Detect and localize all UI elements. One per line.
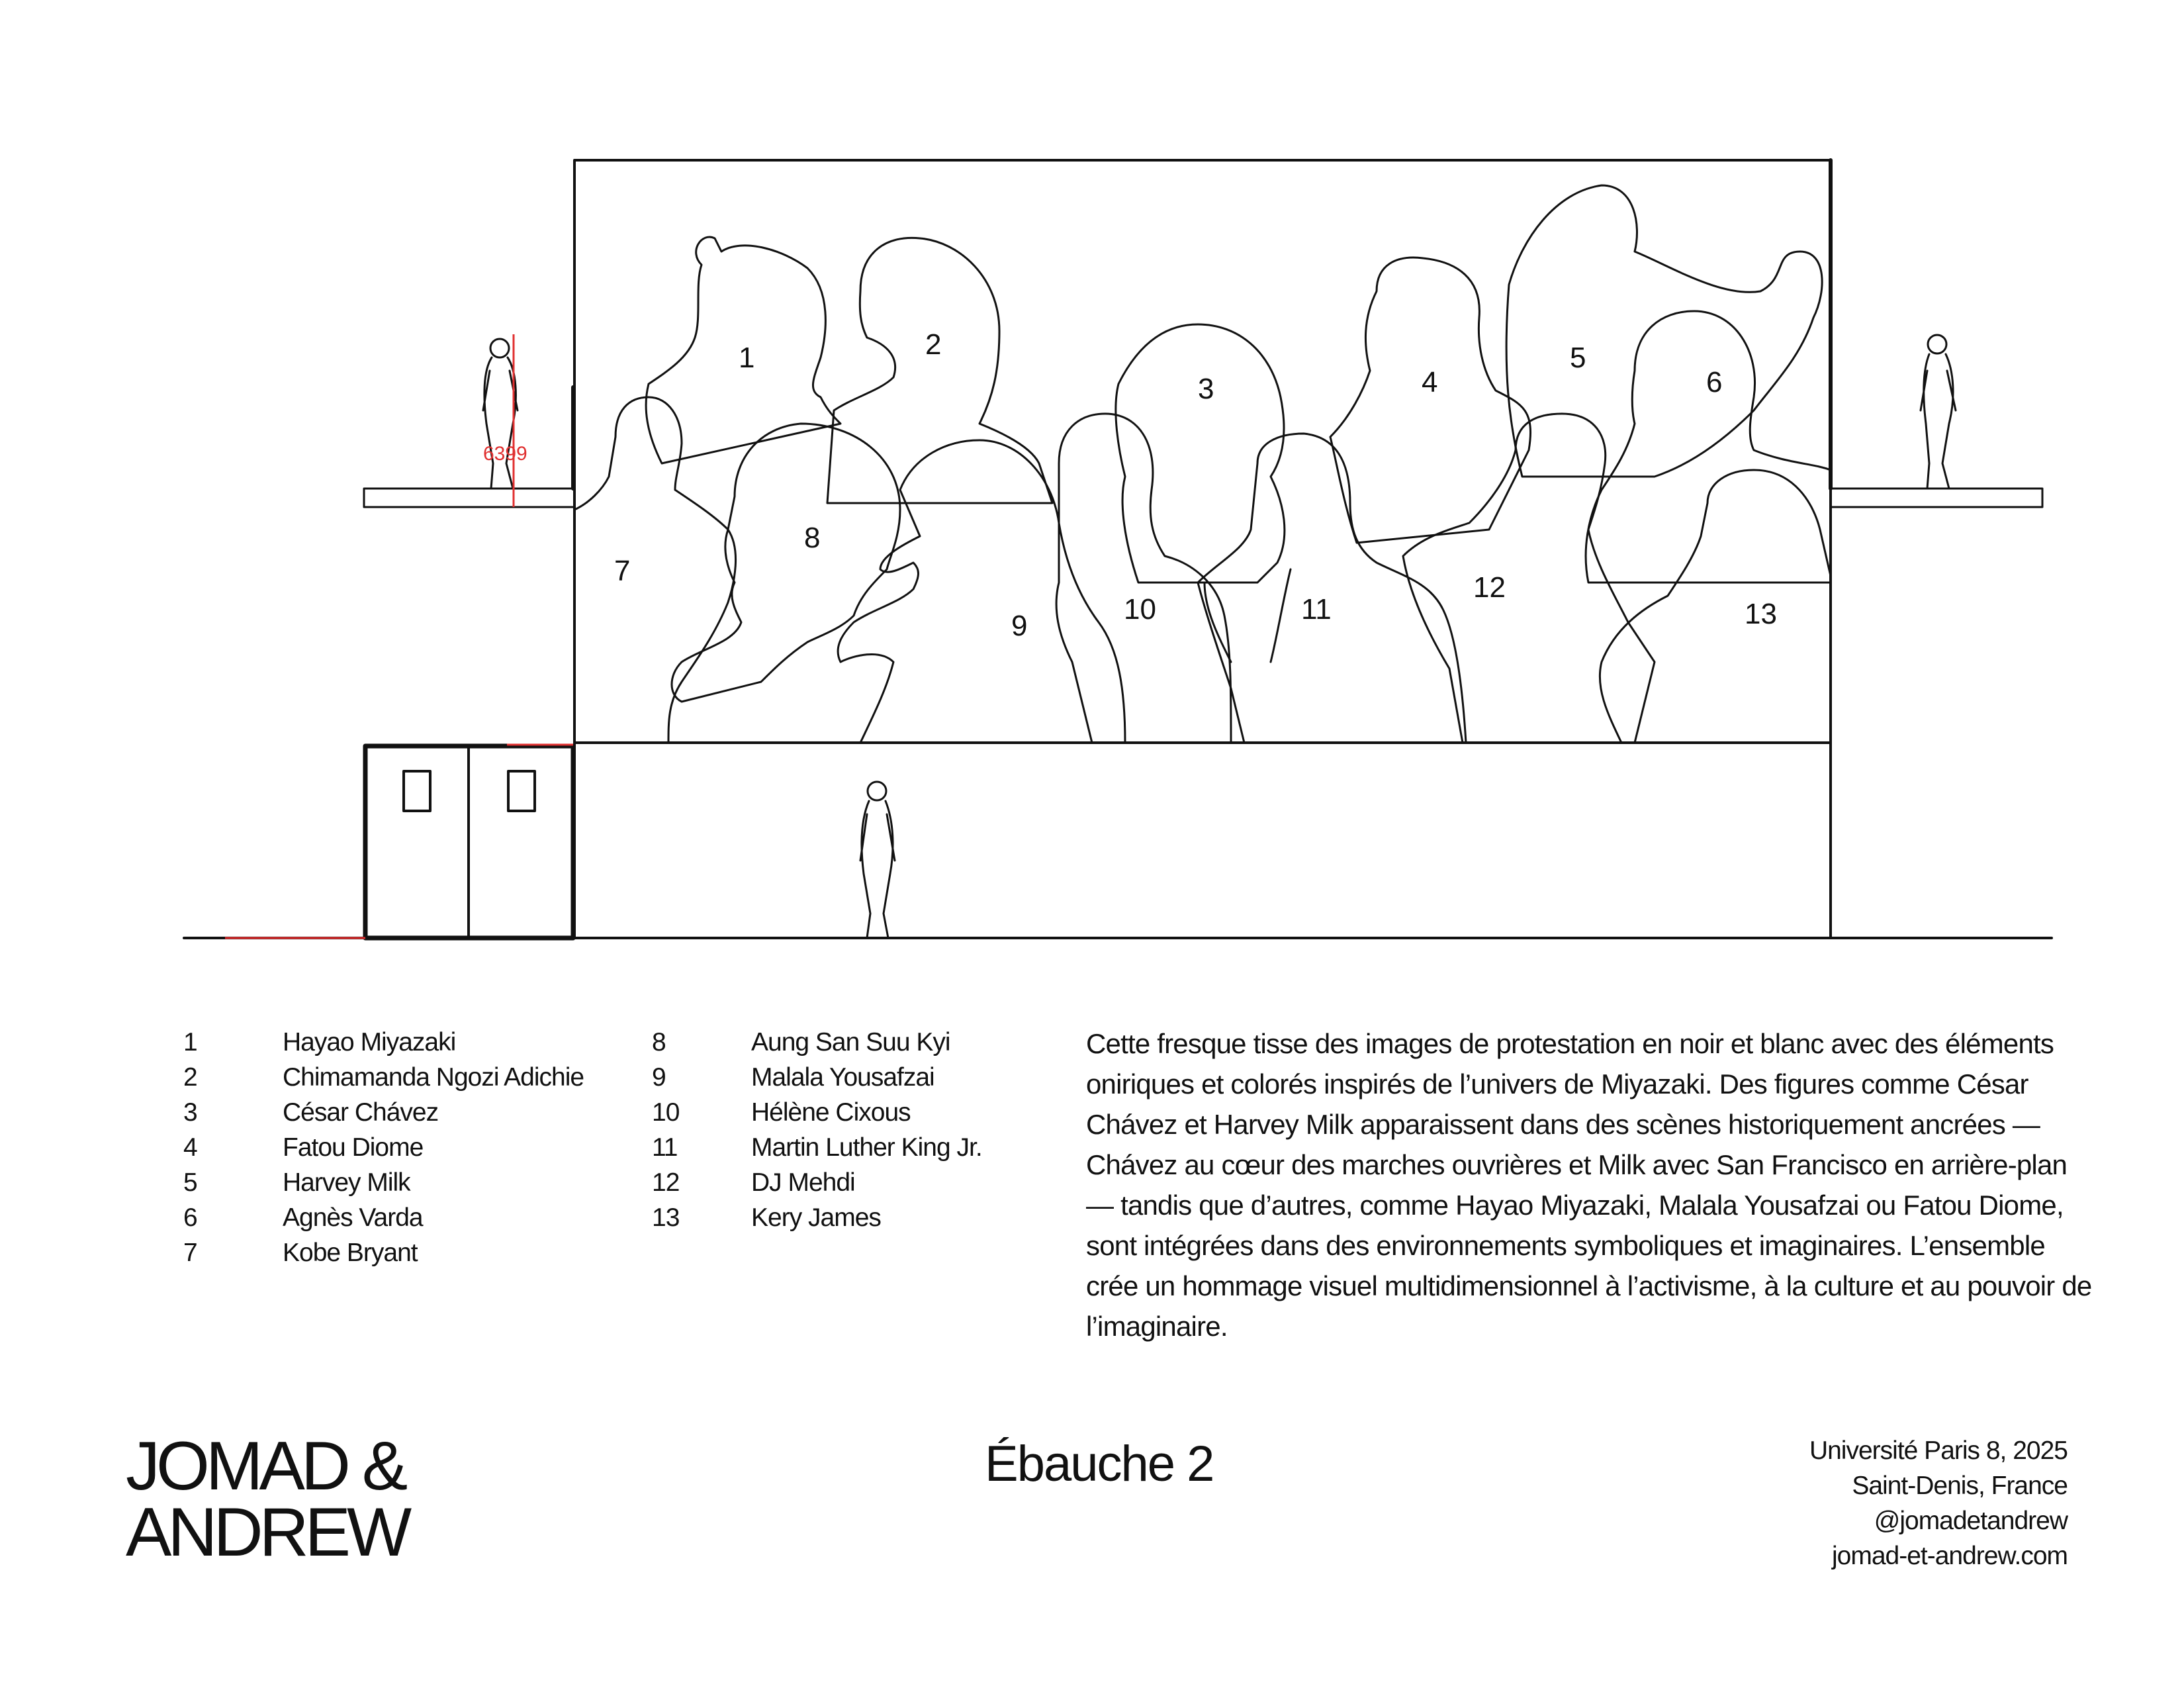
legend-column-right [652,1025,982,1235]
legend-number: 9 [652,1063,666,1092]
brand-line-2: ANDREW [126,1494,408,1571]
silhouette-9 [838,440,1125,743]
dimension-label: 6399 [483,443,527,465]
figure-number-7: 7 [614,555,631,587]
legend-number: 10 [652,1098,680,1127]
right-balcony [1831,489,2042,507]
figure-number-5: 5 [1570,342,1586,374]
silhouette-11 [1198,434,1466,743]
legend-name: DJ Mehdi [751,1168,855,1197]
silhouette-2 [827,238,1052,503]
legend-item [183,1025,584,1060]
silhouette-4 [1330,258,1531,543]
credit-location: Saint-Denis, France [1852,1472,2068,1500]
legend-name: Fatou Diome [283,1133,424,1162]
figure-number-8: 8 [804,522,821,554]
figure-number-11: 11 [1301,593,1332,626]
figure-number-12: 12 [1473,571,1506,604]
legend-item [652,1025,982,1060]
legend-number: 12 [652,1168,680,1197]
legend-number: 13 [652,1203,680,1232]
legend-name: Malala Yousafzai [751,1063,934,1092]
figure-number-10: 10 [1124,593,1156,626]
left-balcony [364,489,574,507]
legend-column-left [183,1025,584,1270]
figure-number-2: 2 [925,328,942,361]
legend-name: Agnès Varda [283,1203,423,1232]
legend-number: 8 [652,1028,666,1056]
legend-number: 6 [183,1203,197,1232]
person-silhouette-right [1921,335,1956,489]
legend-number: 5 [183,1168,197,1197]
legend-name: César Chávez [283,1098,439,1127]
legend-name: Martin Luther King Jr. [751,1133,982,1162]
legend-number: 7 [183,1239,197,1267]
credit-website: jomad-et-andrew.com [1832,1542,2068,1570]
silhouette-13 [1600,470,1831,743]
legend-item [183,1130,584,1165]
silhouette-6 [1586,311,1831,583]
legend-name: Hayao Miyazaki [283,1028,456,1056]
credit-handle: @jomadetandrew [1874,1507,2068,1535]
legend-item [652,1095,982,1130]
silhouette-5 [1506,185,1822,477]
legend-item [652,1200,982,1235]
legend-name: Kobe Bryant [283,1239,418,1267]
legend-number: 11 [652,1133,678,1162]
legend-item [652,1165,982,1200]
brand-line-1: JOMAD & [126,1428,404,1505]
person-silhouette-left [483,339,518,489]
figure-number-1: 1 [739,342,755,374]
legend-name: Kery James [751,1203,881,1232]
legend-item [183,1165,584,1200]
credit-university: Université Paris 8, 2025 [1809,1436,2068,1465]
legend-item [183,1200,584,1235]
legend-name: Harvey Milk [283,1168,410,1197]
legend-item [183,1235,584,1270]
silhouette-12 [1403,414,1655,743]
figure-number-6: 6 [1706,366,1723,399]
figure-number-3: 3 [1198,373,1214,405]
legend-number: 1 [183,1028,197,1056]
mural-description [1086,1023,2092,1346]
legend-item [183,1060,584,1095]
brand-logo [126,1428,408,1571]
legend-item [183,1095,584,1130]
legend-name: Hélène Cixous [751,1098,911,1127]
legend-number: 3 [183,1098,197,1127]
legend-name: Chimamanda Ngozi Adichie [283,1063,584,1092]
legend-item [652,1130,982,1165]
credits-block [1809,1433,2068,1573]
legend-item [652,1060,982,1095]
legend-number: 4 [183,1133,197,1162]
figure-number-9: 9 [1011,610,1028,642]
silhouette-8 [672,424,900,702]
silhouette-10 [1056,414,1231,743]
sketch-title: Ébauche 2 [985,1436,1214,1492]
description-text: Cette fresque tisse des images de protestation en noir et blanc avec des éléments oniriques et colorés inspirés de l’univers de Miyazaki. Des figures comme César Chávez et Harvey Milk apparaissent dans des scènes historiquement ancrées — Chávez au cœur des marches ouvrières et Milk avec San Francisco en arrière-plan — tandis que d’autres, comme Hayao Miyazaki, Malala Yousafzai ou Fatou Diome, sont intégrées dans des environnements symboliques et imaginaires. L’ensemble crée un hommage visuel multidimensionnel à l’activisme, à la culture et au pouvoir de l’imaginaire. [1086,1028,2092,1342]
figure-number-4: 4 [1422,366,1438,399]
lower-wall [574,743,1831,938]
legend-name: Aung San Suu Kyi [751,1028,950,1056]
figure-number-13: 13 [1745,598,1777,630]
legend-number: 2 [183,1063,197,1092]
person-silhouette-ground [860,782,895,938]
